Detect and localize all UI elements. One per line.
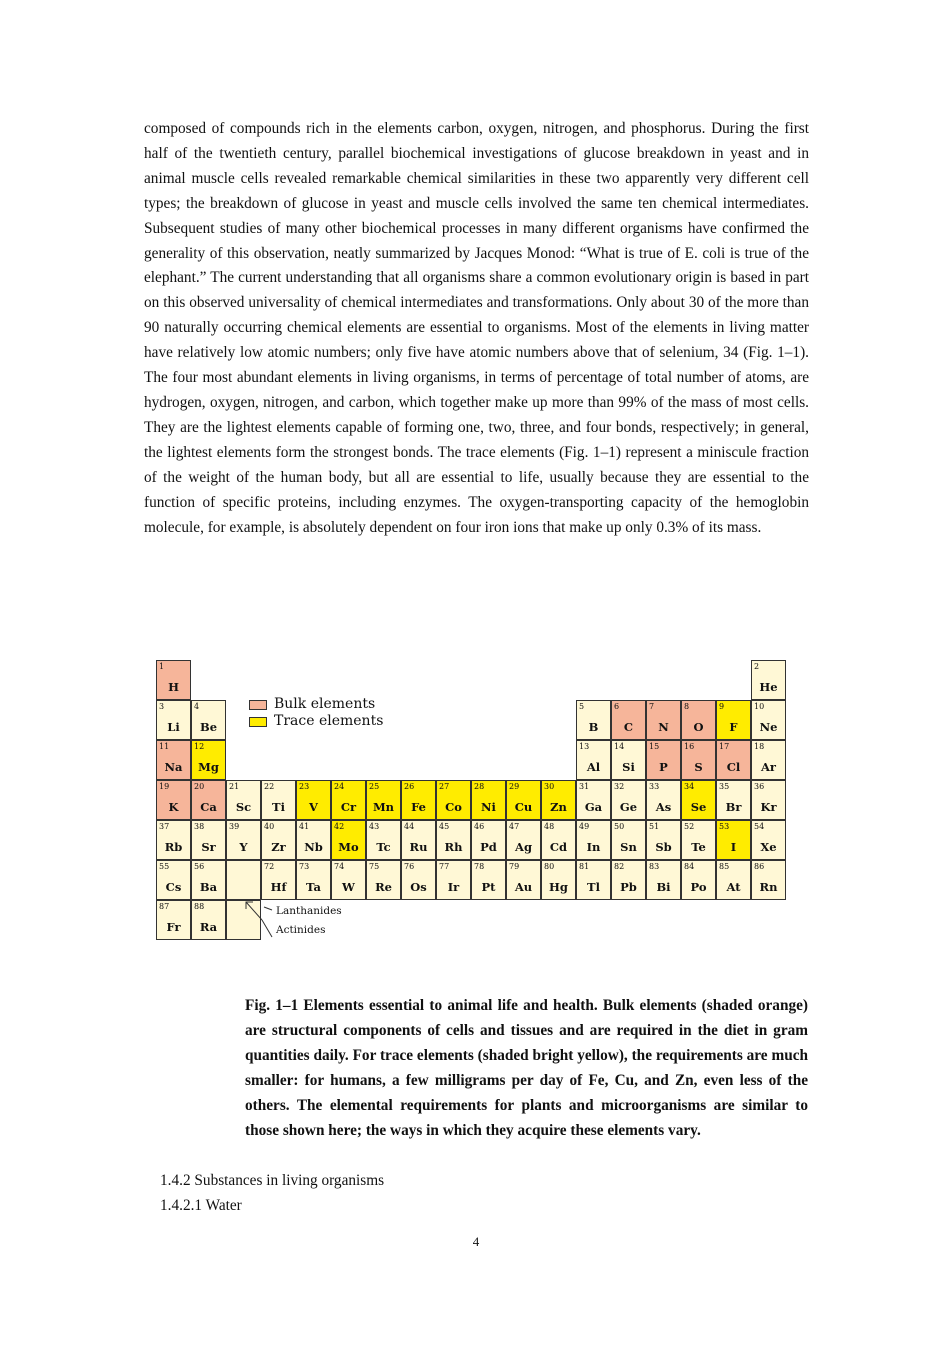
- element-symbol: Pd: [480, 840, 497, 854]
- atomic-number: 41: [299, 822, 310, 831]
- element-cell-ba: [191, 860, 226, 900]
- element-symbol: Pt: [481, 880, 496, 894]
- atomic-number: 42: [334, 822, 345, 831]
- element-symbol: Be: [199, 720, 218, 734]
- element-symbol: Sr: [201, 840, 216, 854]
- element-cell-cl: [716, 740, 751, 780]
- element-symbol: At: [726, 880, 741, 894]
- element-symbol: Ru: [409, 840, 428, 854]
- element-cell-hg: [541, 860, 576, 900]
- element-symbol: Sc: [235, 800, 252, 814]
- atomic-number: 78: [474, 862, 485, 871]
- element-cell-au: [506, 860, 541, 900]
- element-cell-at: [716, 860, 751, 900]
- element-symbol: Hg: [549, 880, 568, 894]
- element-cell-xe: [751, 820, 786, 860]
- element-cell-mo: [331, 820, 366, 860]
- element-symbol: Mn: [372, 800, 395, 814]
- atomic-number: 8: [684, 702, 690, 711]
- element-symbol: Au: [514, 880, 533, 894]
- element-cell-nb: [296, 820, 331, 860]
- element-cell-tc: [366, 820, 401, 860]
- atomic-number: 88: [194, 902, 205, 911]
- atomic-number: 34: [684, 782, 695, 791]
- element-cell-ir: [436, 860, 471, 900]
- element-cell-v: [296, 780, 331, 820]
- element-symbol: Se: [690, 800, 707, 814]
- element-cell-n: [646, 700, 681, 740]
- element-cell-pd: [471, 820, 506, 860]
- element-symbol: F: [729, 720, 738, 734]
- element-cell-o: [681, 700, 716, 740]
- legend-item-trace: [249, 713, 383, 730]
- element-symbol: Ir: [447, 880, 460, 894]
- element-symbol: Tc: [376, 840, 391, 854]
- element-cell-ra: [191, 900, 226, 940]
- atomic-number: 33: [649, 782, 660, 791]
- element-symbol: Po: [690, 880, 707, 894]
- atomic-number: 82: [614, 862, 625, 871]
- atomic-number: 2: [754, 662, 760, 671]
- element-cell-br: [716, 780, 751, 820]
- element-symbol: Li: [167, 720, 180, 734]
- atomic-number: 39: [229, 822, 240, 831]
- element-symbol: Cr: [340, 800, 357, 814]
- element-cell-cr: [331, 780, 366, 820]
- figure-caption: Fig. 1–1 Elements essential to animal life and health. Bulk elements (shaded orange) are structural components of cells and tissues and are required in the diet in gram quantities daily. For trace elements (shaded bright yellow), the requirements are much smaller: for humans, a few milligrams per day of Fe, Cu, and Zn, even less of the others. The elemental requirements for plants and microorganisms are similar to those shown here; the ways in which they acquire these elements vary.: [245, 997, 808, 1139]
- element-symbol: Cl: [726, 760, 741, 774]
- legend-swatch-trace: [249, 717, 267, 727]
- element-cell-cd: [541, 820, 576, 860]
- element-cell-se: [681, 780, 716, 820]
- element-cell-mn: [366, 780, 401, 820]
- element-cell-sc: [226, 780, 261, 820]
- element-cell-ca: [191, 780, 226, 820]
- element-cell-ga: [576, 780, 611, 820]
- element-symbol: Zr: [271, 840, 286, 854]
- atomic-number: 74: [334, 862, 345, 871]
- element-symbol: B: [588, 720, 599, 734]
- element-symbol: Bi: [656, 880, 671, 894]
- element-symbol: Rh: [444, 840, 463, 854]
- element-symbol: Ra: [199, 920, 218, 934]
- atomic-number: 52: [684, 822, 695, 831]
- periodic-table-figure: [156, 660, 786, 942]
- element-symbol: K: [168, 800, 179, 814]
- atomic-number: 9: [719, 702, 725, 711]
- element-cell-c: [611, 700, 646, 740]
- element-symbol: Na: [164, 760, 183, 774]
- element-symbol: Ga: [584, 800, 603, 814]
- atomic-number: 35: [719, 782, 730, 791]
- element-symbol: Br: [725, 800, 742, 814]
- element-cell-s: [681, 740, 716, 780]
- atomic-number: 44: [404, 822, 415, 831]
- element-symbol: Tl: [587, 880, 600, 894]
- element-symbol: Ba: [199, 880, 218, 894]
- atomic-number: 86: [754, 862, 765, 871]
- element-cell-b: [576, 700, 611, 740]
- atomic-number: 79: [509, 862, 520, 871]
- element-cell-fe: [401, 780, 436, 820]
- element-symbol: C: [623, 720, 634, 734]
- element-symbol: Kr: [760, 800, 777, 814]
- lanthanides-label: Lanthanides: [276, 905, 342, 917]
- element-cell-zr: [261, 820, 296, 860]
- body-paragraph: composed of compounds rich in the elements carbon, oxygen, nitrogen, and phosphorus. During the first half of the twentieth century, parallel biochemical investigations of glucose breakdown in yeast and in animal muscle cells revealed remarkable chemical similarities in these two apparently very different cell types; the breakdown of glucose in yeast and muscle cells involved the same ten chemical intermediates. Subsequent studies of many other biochemical processes in many different organisms have confirmed the generality of this observation, neatly summarized by Jacques Monod: “What is true of E. coli is true of the elephant.” The current understanding that all organisms share a common evolutionary origin is based in part on this observed universality of chemical intermediates and transformations. Only about 30 of the more than 90 naturally occurring chemical elements are essential to organisms. Most of the elements in living matter have relatively low atomic numbers; only five have atomic numbers above that of selenium, 34 (Fig. 1–1). The four most abundant elements in living organisms, in terms of percentage of total number of atoms, are hydrogen, oxygen, nitrogen, and carbon, which together make up more than 99% of the mass of most cells. They are the lightest elements capable of forming one, two, three, and four bonds, respectively; in general, the lightest elements form the strongest bonds. The trace elements (Fig. 1–1) represent a miniscule fraction of the weight of the human body, but all are essential to life, usually because they are essential to the function of specific proteins, including enzymes. The oxygen-transporting capacity of the hemoglobin molecule, for example, is absolutely dependent on four iron ions that make up only 0.3% of its mass.: [144, 120, 809, 536]
- atomic-number: 29: [509, 782, 520, 791]
- element-symbol: Cs: [165, 880, 182, 894]
- element-symbol: Ca: [200, 800, 217, 814]
- atomic-number: 32: [614, 782, 625, 791]
- element-symbol: I: [730, 840, 737, 854]
- element-symbol: Y: [239, 840, 248, 854]
- section-heading-water: 1.4.2.1 Water: [160, 1197, 242, 1214]
- atomic-number: 12: [194, 742, 205, 751]
- atomic-number: 55: [159, 862, 170, 871]
- element-cell-rn: [751, 860, 786, 900]
- page-number: 4: [472, 1234, 480, 1249]
- element-cell-po: [681, 860, 716, 900]
- element-cell-be: [191, 700, 226, 740]
- atomic-number: 37: [159, 822, 170, 831]
- atomic-number: 50: [614, 822, 625, 831]
- atomic-number: 7: [649, 702, 655, 711]
- element-symbol: P: [659, 760, 668, 774]
- element-symbol: Rn: [759, 880, 778, 894]
- atomic-number: 49: [579, 822, 590, 831]
- element-symbol: Nb: [304, 840, 323, 854]
- element-symbol: Co: [445, 800, 462, 814]
- element-symbol: Fe: [411, 800, 426, 814]
- element-cell-ag: [506, 820, 541, 860]
- atomic-number: 36: [754, 782, 765, 791]
- atomic-number: 72: [264, 862, 275, 871]
- element-symbol: Mg: [198, 760, 219, 774]
- element-symbol: Re: [375, 880, 392, 894]
- atomic-number: 15: [649, 742, 660, 751]
- element-cell-zn: [541, 780, 576, 820]
- element-cell-rb: [156, 820, 191, 860]
- actinides-label: Actinides: [276, 924, 326, 936]
- element-cell-p: [646, 740, 681, 780]
- atomic-number: 87: [159, 902, 170, 911]
- element-symbol: H: [168, 680, 179, 694]
- element-cell-he: [751, 660, 786, 700]
- figure-legend: [249, 696, 383, 730]
- element-symbol: Ar: [761, 760, 776, 774]
- element-symbol: He: [759, 680, 778, 694]
- atomic-number: 84: [684, 862, 695, 871]
- element-cell-f: [716, 700, 751, 740]
- element-cell-rh: [436, 820, 471, 860]
- atomic-number: 16: [684, 742, 695, 751]
- atomic-number: 80: [544, 862, 555, 871]
- element-symbol: Si: [622, 760, 635, 774]
- element-cell-ne: [751, 700, 786, 740]
- atomic-number: 10: [754, 702, 765, 711]
- atomic-number: 17: [719, 742, 730, 751]
- element-cell-sr: [191, 820, 226, 860]
- element-cell-pb: [611, 860, 646, 900]
- atomic-number: 23: [299, 782, 310, 791]
- element-cell-ta: [296, 860, 331, 900]
- atomic-number: 53: [719, 822, 730, 831]
- element-symbol: Ag: [515, 840, 532, 854]
- atomic-number: 75: [369, 862, 380, 871]
- atomic-number: 43: [369, 822, 380, 831]
- element-cell-h: [156, 660, 191, 700]
- atomic-number: 77: [439, 862, 450, 871]
- atomic-number: 46: [474, 822, 485, 831]
- element-cell-li: [156, 700, 191, 740]
- element-symbol: Os: [410, 880, 427, 894]
- element-cell-bi: [646, 860, 681, 900]
- element-symbol: N: [658, 720, 669, 734]
- element-cell-i: [716, 820, 751, 860]
- atomic-number: 27: [439, 782, 450, 791]
- element-cell-kr: [751, 780, 786, 820]
- atomic-number: 73: [299, 862, 310, 871]
- atomic-number: 6: [614, 702, 620, 711]
- element-cell-re: [366, 860, 401, 900]
- element-cell-as: [646, 780, 681, 820]
- atomic-number: 4: [194, 702, 200, 711]
- element-symbol: Ni: [481, 800, 496, 814]
- atomic-number: 26: [404, 782, 415, 791]
- atomic-number: 5: [579, 702, 585, 711]
- atomic-number: 30: [544, 782, 555, 791]
- atomic-number: 76: [404, 862, 415, 871]
- atomic-number: 25: [369, 782, 380, 791]
- element-symbol: Ti: [272, 800, 285, 814]
- element-cell-w: [331, 860, 366, 900]
- atomic-number: 47: [509, 822, 520, 831]
- atomic-number: 20: [194, 782, 205, 791]
- legend-label-trace: Trace elements: [274, 713, 384, 729]
- legend-item-bulk: [249, 696, 383, 713]
- atomic-number: 48: [544, 822, 555, 831]
- element-symbol: Te: [691, 840, 706, 854]
- atomic-number: 31: [579, 782, 590, 791]
- atomic-number: 14: [614, 742, 625, 751]
- atomic-number: 85: [719, 862, 730, 871]
- section-heading-substances: 1.4.2 Substances in living organisms: [160, 1172, 385, 1189]
- element-symbol: S: [694, 760, 703, 774]
- element-cell-ti: [261, 780, 296, 820]
- element-cell-ru: [401, 820, 436, 860]
- element-cell-cu: [506, 780, 541, 820]
- atomic-number: 83: [649, 862, 660, 871]
- element-symbol: Ge: [619, 800, 638, 814]
- atomic-number: 54: [754, 822, 765, 831]
- element-symbol: Mo: [338, 840, 359, 854]
- atomic-number: 24: [334, 782, 345, 791]
- element-cell-os: [401, 860, 436, 900]
- element-cell-al: [576, 740, 611, 780]
- legend-label-bulk: Bulk elements: [274, 696, 376, 712]
- element-cell-fr: [156, 900, 191, 940]
- element-cell-y: [226, 820, 261, 860]
- element-symbol: V: [309, 800, 318, 814]
- element-symbol: Sb: [655, 840, 672, 854]
- atomic-number: 1: [159, 662, 165, 671]
- element-symbol: Fr: [166, 920, 181, 934]
- element-symbol: Ne: [759, 720, 778, 734]
- element-cell-sn: [611, 820, 646, 860]
- element-symbol: Zn: [550, 800, 567, 814]
- atomic-number: 13: [579, 742, 590, 751]
- atomic-number: 28: [474, 782, 485, 791]
- atomic-number: 38: [194, 822, 205, 831]
- element-symbol: Hf: [270, 880, 287, 894]
- element-symbol: Xe: [760, 840, 777, 854]
- atomic-number: 21: [229, 782, 240, 791]
- atomic-number: 40: [264, 822, 275, 831]
- element-cell-ni: [471, 780, 506, 820]
- atomic-number: 11: [159, 742, 170, 751]
- element-cell-sb: [646, 820, 681, 860]
- atomic-number: 22: [264, 782, 275, 791]
- element-symbol: In: [586, 840, 601, 854]
- element-cell-hf: [261, 860, 296, 900]
- element-cell-tl: [576, 860, 611, 900]
- legend-swatch-bulk: [249, 700, 267, 710]
- element-cell-ar: [751, 740, 786, 780]
- atomic-number: 45: [439, 822, 450, 831]
- element-cell-k: [156, 780, 191, 820]
- element-cell-ge: [611, 780, 646, 820]
- element-symbol: Sn: [620, 840, 637, 854]
- element-symbol: Ta: [306, 880, 321, 894]
- element-cell-co: [436, 780, 471, 820]
- element-cell-placeholder: [226, 860, 261, 900]
- element-symbol: Al: [586, 760, 601, 774]
- element-cell-na: [156, 740, 191, 780]
- atomic-number: 18: [754, 742, 765, 751]
- element-symbol: Cu: [514, 800, 533, 814]
- element-symbol: O: [693, 720, 704, 734]
- element-cell-cs: [156, 860, 191, 900]
- element-cell-mg: [191, 740, 226, 780]
- element-cell-pt: [471, 860, 506, 900]
- element-symbol: W: [342, 880, 355, 894]
- element-symbol: Cd: [549, 840, 568, 854]
- element-cell-si: [611, 740, 646, 780]
- atomic-number: 19: [159, 782, 170, 791]
- atomic-number: 81: [579, 862, 590, 871]
- element-symbol: Pb: [620, 880, 637, 894]
- element-symbol: Rb: [164, 840, 183, 854]
- atomic-number: 3: [159, 702, 165, 711]
- atomic-number: 56: [194, 862, 205, 871]
- atomic-number: 51: [649, 822, 660, 831]
- element-cell-in: [576, 820, 611, 860]
- element-symbol: As: [655, 800, 672, 814]
- element-cell-te: [681, 820, 716, 860]
